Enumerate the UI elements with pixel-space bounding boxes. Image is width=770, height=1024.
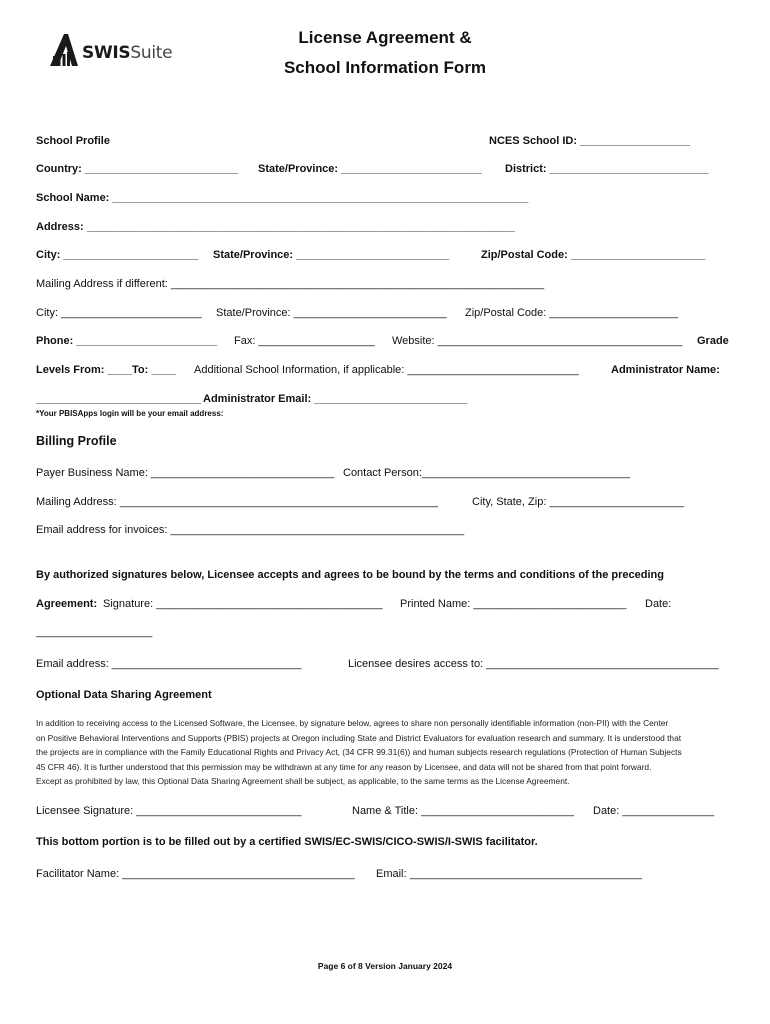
administrator-name-field[interactable]: ___________________________	[36, 393, 202, 405]
printed-name-field[interactable]: Printed Name: _________________________	[400, 598, 627, 610]
facilitator-email-field[interactable]: Email: ______________________________________	[376, 868, 643, 880]
agreement-email-field[interactable]: Email address: _______________________________	[36, 658, 302, 670]
paragraph-line: Except as prohibited by law, this Optional Data Sharing Agreement shall be subject, as applicable, to the same terms as the License Agreement.	[36, 776, 570, 786]
facilitator-name-field[interactable]: Facilitator Name: ______________________________________	[36, 868, 355, 880]
paragraph-line: 45 CFR 46). It is further understood that this permission may be withdrawn at any time for any reason by Licensee, and data will not be shared from that point forward.	[36, 761, 652, 772]
phone-field[interactable]: Phone: _______________________	[36, 335, 218, 347]
mailing-zip-field[interactable]: Zip/Postal Code: _____________________	[465, 307, 678, 319]
state-province-field[interactable]: State/Province: _______________________	[258, 163, 482, 175]
zip-postal-code-field[interactable]: Zip/Postal Code: ______________________	[481, 249, 706, 261]
school-name-field[interactable]: School Name: ____________________________________________________________________	[36, 192, 529, 204]
data-sharing-date-field[interactable]: Date: _______________	[593, 805, 715, 817]
form-title-line2: School Information Form	[283, 58, 487, 77]
licensee-access-field[interactable]: Licensee desires access to: ______________________________________	[348, 658, 719, 670]
contact-person-field[interactable]: Contact Person:__________________________________	[343, 467, 630, 479]
school-profile-heading: School Profile	[36, 135, 110, 147]
data-sharing-heading: Optional Data Sharing Agreement	[36, 689, 212, 701]
name-title-field[interactable]: Name & Title: _________________________	[352, 805, 575, 817]
district-field[interactable]: District: __________________________	[505, 163, 709, 175]
administrator-name-label: Administrator Name:	[611, 364, 720, 376]
country-field[interactable]: Country: _________________________	[36, 163, 238, 175]
login-note: *Your PBISApps login will be your email address:	[36, 409, 224, 418]
mailing-address-field[interactable]: Mailing Address if different: _____________________________________________________________	[36, 278, 545, 290]
logo-text: SWISSuite	[82, 43, 173, 63]
date-label: Date:	[645, 598, 672, 610]
website-field[interactable]: Website: ________________________________________	[392, 335, 683, 347]
payer-business-name-field[interactable]: Payer Business Name: ______________________________	[36, 467, 335, 479]
signature-field[interactable]: Signature: _____________________________________	[103, 598, 383, 610]
billing-city-state-zip-field[interactable]: City, State, Zip: ______________________	[472, 496, 685, 508]
city-field[interactable]: City: ______________________	[36, 249, 199, 261]
mailing-state-field[interactable]: State/Province: _________________________	[216, 307, 447, 319]
address-field[interactable]: Address: ______________________________________________________________________	[36, 221, 515, 233]
paragraph-line: the projects are in compliance with the Family Educational Rights and Privacy Act, (34 CFR 99.31(6)) and human subjects research regulations (Protection of Human Subjects	[36, 747, 682, 757]
facilitator-statement: This bottom portion is to be filled out by a certified SWIS/EC-SWIS/CICO-SWIS/I-SWIS facilitator.	[36, 836, 538, 848]
page-footer: Page 6 of 8 Version January 2024	[317, 961, 453, 971]
paragraph-line: on Positive Behavioral Interventions and Supports (PBIS) projects at Oregon including State and District Evaluators for evaluation research and summary. It is understood that	[36, 732, 682, 743]
billing-mailing-address-field[interactable]: Mailing Address: ____________________________________________________	[36, 496, 438, 508]
agreement-statement: By authorized signatures below, Licensee accepts and agrees to be bound by the terms and conditions of the preceding	[36, 569, 664, 581]
invoice-email-field[interactable]: Email address for invoices: ________________________________________________	[36, 524, 465, 536]
administrator-email-field[interactable]: Administrator Email: _________________________	[203, 393, 468, 405]
paragraph-line: In addition to receiving access to the Licensed Software, the Licensee, by signature below, agrees to share non personally identifiable information (non-PII) with the Center	[36, 718, 669, 728]
agreement-label: Agreement:	[36, 598, 98, 610]
nces-id-field[interactable]: NCES School ID: __________________	[489, 135, 691, 147]
levels-to-field[interactable]: To: ____	[132, 364, 176, 376]
form-title-line1: License Agreement &	[298, 28, 472, 47]
date-field[interactable]: ___________________	[36, 626, 153, 638]
city-state-province-field[interactable]: State/Province: _________________________	[213, 249, 450, 261]
data-sharing-paragraph	[36, 716, 736, 789]
billing-profile-heading: Billing Profile	[36, 434, 117, 448]
licensee-signature-field[interactable]: Licensee Signature: ___________________________	[36, 805, 302, 817]
grade-label: Grade	[697, 335, 729, 347]
fax-field[interactable]: Fax: ___________________	[234, 335, 375, 347]
mailing-city-field[interactable]: City: _______________________	[36, 307, 202, 319]
levels-from-field[interactable]: Levels From: ____	[36, 364, 132, 376]
additional-info-field[interactable]: Additional School Information, if applicable: ____________________________	[194, 364, 579, 376]
